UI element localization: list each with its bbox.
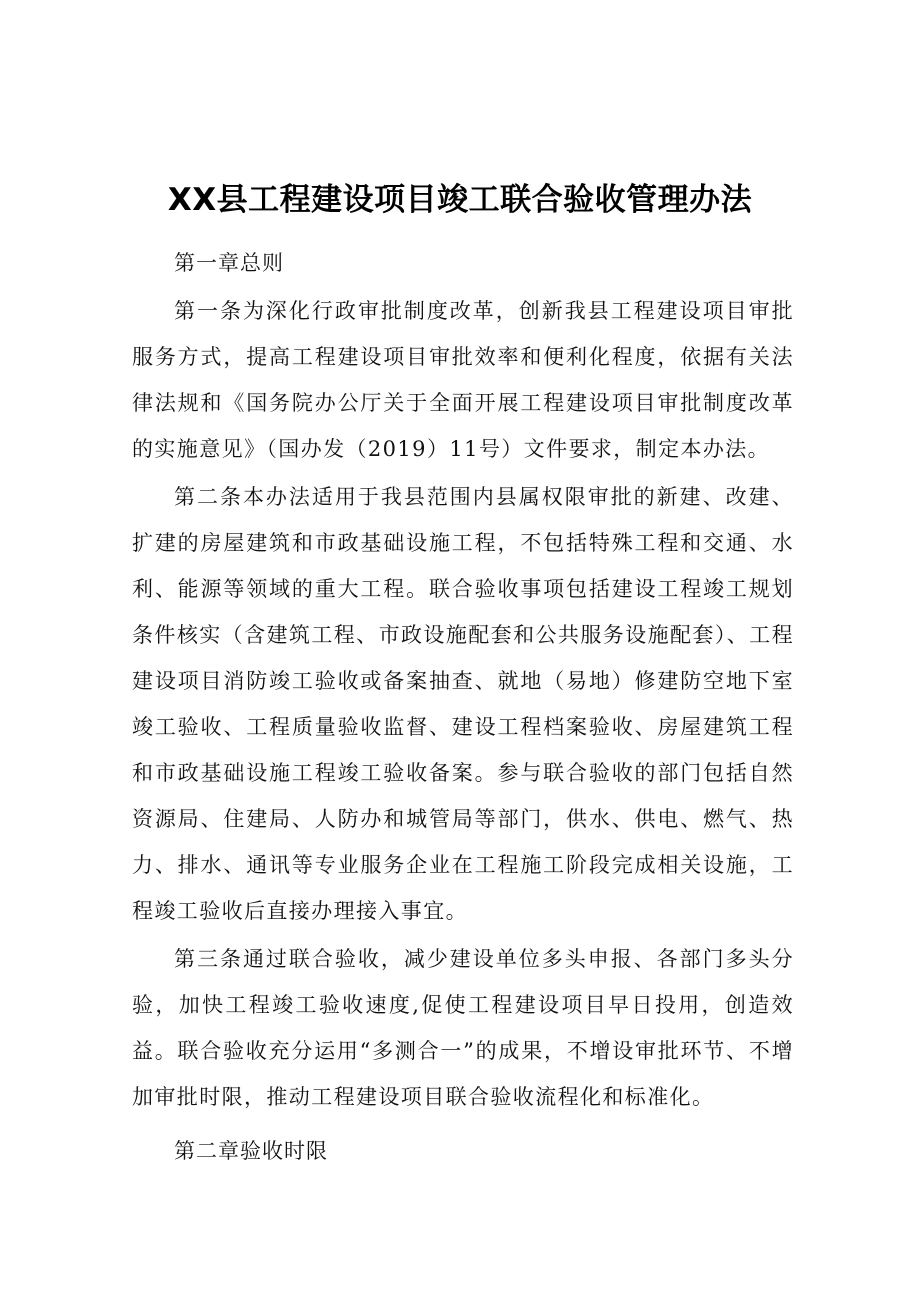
document-title: XX县工程建设项目竣工联合验收管理办法 bbox=[167, 182, 753, 218]
article-paragraph: 第二条本办法适用于我县范围内县属权限审批的新建、改建、扩建的房屋建筑和市政基础设施工程，不包括特殊工程和交通、水利、能源等领域的重大工程。联合验收事项包括建设工程竣工规划条件核实（含建筑工程、市政设施配套和公共服务设施配套）、工程建设项目消防竣工验收或备案抽查、就地（易地）修建防空地下室竣工验收、工程质量验收监督、建设工程档案验收、房屋建筑工程和市政基础设施工程竣工验收备案。参与联合验收的部门包括自然资源局、住建局、人防办和城管局等部门，供水、供电、燃气、热力、排水、通讯等专业服务企业在工程施工阶段完成相关设施，工程竣工验收后直接办理接入事宜。 bbox=[132, 485, 794, 923]
article-paragraph: 第三条通过联合验收，减少建设单位多头申报、各部门多头分验，加快工程竣工验收速度,促使工程建设项目早日投用，创造效益。联合验收充分运用“多测合一”的成果，不增设审批环节、不增加审批时限，推动工程建设项目联合验收流程化和标准化。 bbox=[132, 947, 794, 1109]
article-paragraph: 第一条为深化行政审批制度改革，创新我县工程建设项目审批服务方式，提高工程建设项目审批效率和便利化程度，依据有关法律法规和《国务院办公厅关于全面开展工程建设项目审批制度改革的实施意见》（国办发（2019）11号）文件要求，制定本办法。 bbox=[132, 299, 794, 461]
document-body bbox=[132, 240, 794, 1174]
spacer bbox=[132, 1120, 794, 1128]
chapter-heading: 第一章总则 bbox=[174, 251, 284, 275]
chapter-heading: 第二章验收时限 bbox=[174, 1139, 328, 1163]
